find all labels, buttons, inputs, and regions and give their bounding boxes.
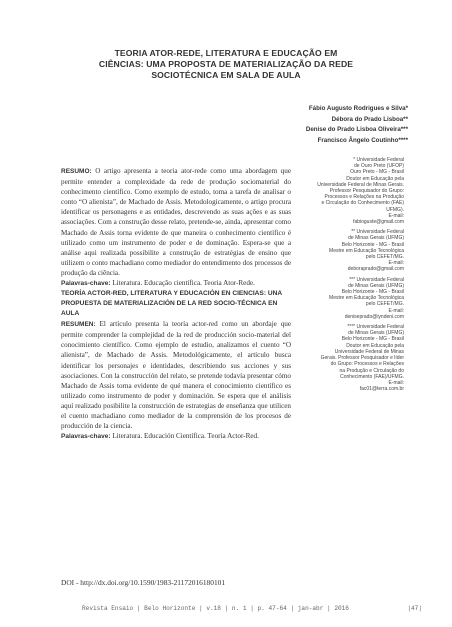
- note-line: Universidade Federal de Minas Gerais.: [317, 181, 404, 188]
- author-notes: [306, 157, 404, 396]
- author-note: [306, 157, 404, 225]
- note-line: Belo Horizonte - MG - Brasil: [341, 289, 404, 296]
- abstract-column: [61, 166, 291, 442]
- note-email[interactable]: fabioguste@gmail.com: [353, 219, 404, 226]
- note-line: pelo CEFET/MG.: [365, 301, 404, 308]
- keywords-text: Literatura. Educação científica. Teoria Ator-Rede.: [112, 279, 255, 288]
- note-line: Doutor em Educação pela: [346, 175, 404, 182]
- note-line: Doutor em Educação pela: [346, 342, 404, 349]
- page-footer: [82, 605, 422, 612]
- article-title: [60, 48, 392, 81]
- note-line: Conhecimento (FAE)/UFMG.: [340, 373, 404, 380]
- note-line: e Circulação do Conhecimento (FAE): [321, 200, 404, 207]
- author-list: [306, 104, 408, 146]
- note-line: Processos e Relações na Produção: [324, 194, 404, 201]
- note-line: Ouro Preto - MG - Brasil: [350, 169, 404, 176]
- note-line: E-mail:: [388, 379, 404, 386]
- keywords-text: Literatura. Educación Científica. Teoría Actor-Red.: [112, 432, 259, 441]
- abstract-es: [61, 319, 291, 431]
- note-line: pelo CEFET/MG.: [365, 254, 404, 261]
- title-line: SOCIOTÉCNICA EM SALA DE AULA: [151, 70, 301, 80]
- note-line: Gerais. Professor Pesquisador e líder: [320, 355, 404, 362]
- keywords-pt: [61, 278, 291, 289]
- abstract-label: RESUMEN:: [61, 321, 96, 329]
- keywords-es: [61, 431, 291, 442]
- page-number: |47|: [407, 605, 422, 612]
- note-line: na Produção e Circulação do: [339, 367, 404, 374]
- note-email[interactable]: fac01@terra.com.br: [359, 386, 404, 393]
- note-line: **** Universidade Federal: [347, 324, 404, 331]
- note-line: E-mail:: [388, 212, 404, 219]
- author-note: [306, 277, 404, 320]
- title-line: TEORIA ATOR-REDE, LITERATURA E EDUCAÇÃO EM: [114, 48, 338, 58]
- note-line: * Universidade Federal: [353, 157, 404, 163]
- note-line: *** Universidade Federal: [349, 276, 404, 283]
- note-line: Professor Pesquisador do Grupo:: [329, 188, 404, 195]
- doi-link[interactable]: DOI - http://dx.doi.org/10.1590/1983-21172016180101: [61, 578, 226, 587]
- note-line: Mestre em Educação Tecnológica: [329, 295, 404, 302]
- spanish-title: TEORÍA ACTOR-RED, LITERATURA Y EDUCACIÓN EN CIENCIAS: UNA PROPUESTA DE MATERIALIZACIÓN DE LA RED SOCIO-TÉCNICA EN AULA: [61, 290, 282, 318]
- author-name: Fábio Augusto Rodrigues e Silva*: [308, 105, 408, 112]
- author-name: Denise do Prado Lisboa Oliveira***: [305, 126, 408, 133]
- title-line: CIÊNCIAS: UMA PROPOSTA DE MATERIALIZAÇÃO DA REDE: [98, 59, 354, 69]
- abstract-text: El artículo presenta la teoría actor-red como un abordaje que permite comprender la complejidad de la red de producción socio-material del conocimiento científico. Como ejemplo de estudio, analizamos el cuento “O alienista”, de Machado de Assis. Metodológicamente, el artículo busca identificar los personajes e identidades, describiendo sus acciones y sus asociaciones. Con la construcción del relato, se pretende todavía presentar cómo Machado de Assis torna evidente de qué manera el conocimiento científico es utilizado como instrumento de poder y dominación. Se espera que el análisis aquí realizado posibilite la construcción de estrategias de enseñanza que utilicen el cuento machadiano como mediador de la comprensión de los procesos de producción de la ciencia.: [61, 320, 292, 431]
- note-line: Mestre em Educação Tecnológica: [329, 247, 404, 254]
- keywords-label: Palavras-chave:: [61, 433, 111, 441]
- keywords-label: Palavras-chave:: [61, 280, 111, 288]
- author-name: Francisco Ângelo Coutinho****: [317, 136, 408, 144]
- note-line: Universidade Federal de Minas: [334, 348, 404, 355]
- note-line: do Grupo: Processos e Relações: [330, 361, 404, 368]
- note-line: E-mail:: [388, 260, 404, 267]
- note-line: ** Universidade Federal: [351, 229, 404, 236]
- abstract-text: O artigo apresenta a teoria ator-rede como uma abordagem que permite entender a complexidade da rede de produção sociomaterial do conhecimento científico. Como exemplo de estudo, toma a tarefa de analisar o conto “O alienista”, de Machado de Assis. Metodologicamente, o artigo procura identificar os personagens e as entidades, descrevendo as suas ações e as suas associações. Com a construção desse relato, pretende-se, ainda, apresentar como Machado de Assis torna evidente de que maneira o conhecimento científico é utilizado como um instrumento de poder e de dominação. Espera-se que a análise aqui realizada possibilite a construção de estratégias de ensino que utilizem o conto machadiano como mediador do entendimento dos processos de produção da ciência.: [61, 167, 291, 277]
- note-line: E-mail:: [388, 307, 404, 314]
- note-line: de Minas Gerais (UFMG): [348, 235, 404, 242]
- note-email[interactable]: deniseprado@iyndeni.com: [344, 313, 404, 320]
- abstract-pt: [61, 166, 291, 278]
- author-note: [306, 229, 404, 272]
- note-line: de Minas Gerais (UFMG): [348, 330, 404, 337]
- note-email[interactable]: deboraprado@gmail.com: [347, 266, 404, 273]
- note-line: Belo Horizonte - MG - Brasil: [341, 241, 404, 248]
- note-line: Belo Horizonte - MG - Brasil: [341, 336, 404, 343]
- journal-citation: Revista Ensaio | Belo Horizonte | v.18 | n. 1 | p. 47-64 | jan-abr | 2016: [82, 605, 349, 612]
- note-line: UFMG).: [386, 206, 404, 213]
- author-note: [306, 324, 404, 392]
- abstract-label: RESUMO:: [61, 168, 92, 175]
- note-line: de Minas Gerais (UFMG): [348, 282, 404, 289]
- author-name: Débora do Prado Lisboa**: [331, 115, 408, 123]
- note-line: de Ouro Preto (UFOP): [353, 163, 404, 170]
